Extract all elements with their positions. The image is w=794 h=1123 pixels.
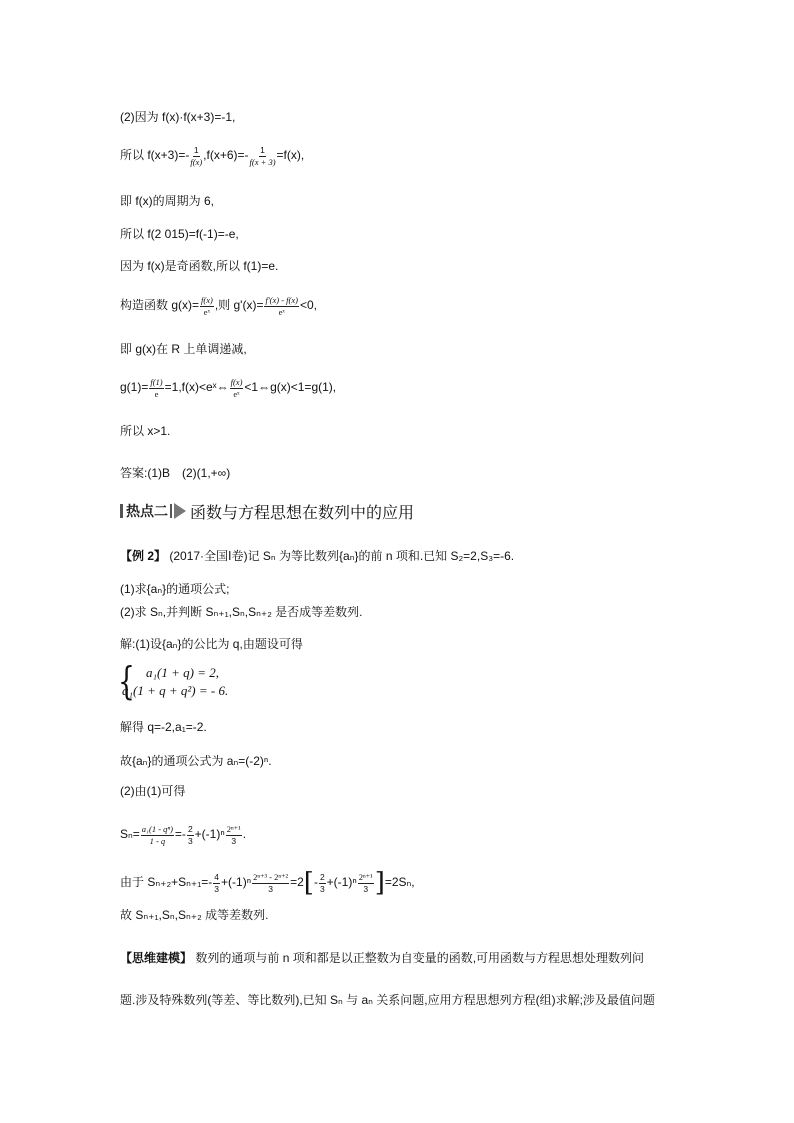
text: 所以 f(x+3)=- [120,148,190,163]
numerator: f(1) [150,377,163,387]
model-line: 题.涉及特殊数列(等差、等比数列),已知 Sₙ 与 aₙ 关系问题,应用方程思想列方程(组)求解;涉及最值问题 [120,993,655,1007]
question-line: (2)求 Sₙ,并判断 Sₙ₊₁,Sₙ,Sₙ₊₂ 是否成等差数列. [120,605,363,619]
formula-line [120,296,317,316]
text: =f(x), [276,148,305,163]
text: =2 [290,875,304,890]
solution-line: (2)因为 f(x)·f(x+3)=-1, [120,110,236,124]
fraction [200,296,214,316]
text: 构造函数 g(x)= [120,298,200,313]
text: =1,f(x)<eˣ⇔ [164,380,229,395]
solution-line: 因为 f(x)是奇函数,所以 f(1)=e. [120,259,279,273]
solution-line: 即 f(x)的周期为 6, [120,194,215,208]
fraction [141,825,174,845]
fraction [252,873,289,893]
text: +(-1)ⁿ [221,875,252,890]
fraction [250,146,276,166]
fraction [187,825,194,845]
bracket: [ [303,868,314,898]
fraction [264,296,299,316]
text: <1⇔g(x)<1=g(1), [244,380,337,395]
text: +(-1)ⁿ [194,827,225,842]
solution-line: 故{aₙ}的通项公式为 aₙ=(-2)ⁿ. [120,754,272,768]
text: g(1)= [120,380,149,395]
system-brace: { [118,659,135,703]
text: <0, [299,298,317,313]
denominator: eˣ [278,306,285,317]
formula-line [120,378,336,398]
denominator: 1 - q [149,835,166,846]
denominator: 3 [187,835,193,846]
text: . [242,827,247,842]
solution-line: 即 g(x)在 R 上单调递减, [120,342,247,356]
numerator: 1 [193,145,199,155]
denominator: 3 [319,883,325,894]
fraction [358,873,374,893]
text: =- [174,827,186,842]
formula-line [120,870,415,896]
fraction [319,873,326,893]
numerator: a₁(1 - qⁿ) [141,824,173,834]
heading-title: 函数与方程思想在数列中的应用 [190,504,415,522]
question-line: (1)求{aₙ}的通项公式; [120,582,230,596]
play-triangle-icon [174,503,186,519]
model-label: 【思维建模】 [120,951,193,965]
denominator: 3 [214,883,220,894]
numerator: 2ⁿ⁺³ - 2ⁿ⁺² [253,872,289,882]
heading-bar [120,504,123,518]
text: 由于 Sₙ₊₂+Sₙ₊₁=- [120,875,213,890]
numerator: f(x) [230,377,243,387]
answer-line: 答案:(1)B (2)(1,+∞) [120,466,231,480]
numerator: 2 [187,824,193,834]
numerator: 2ⁿ⁺¹ [226,824,241,834]
formula-line [120,146,304,166]
example-line [120,548,514,564]
denominator: f(x) [190,156,203,167]
solution-line: 解得 q=-2,a₁=-2. [120,720,207,734]
denominator: f(x + 3) [249,156,276,167]
text: =2Sₙ, [384,875,415,890]
denominator: eˣ [233,388,240,399]
solution-line: 所以 f(2 015)=f(-1)=-e, [120,227,239,241]
numerator: 2ⁿ⁺¹ [358,872,373,882]
denominator: 3 [268,883,273,894]
heading-label: 热点二 [126,503,168,519]
equation: a₁(1 + q + q²) = - 6. [122,683,229,698]
numerator: f'(x) - f(x) [265,295,298,305]
solution-line: 解:(1)设{aₙ}的公比为 q,由题设可得 [120,637,303,651]
heading-bar [170,504,172,518]
denominator: 3 [231,835,237,846]
fraction [213,873,220,893]
solution-line: 所以 x>1. [120,424,171,438]
numerator: 1 [260,145,265,155]
text: +(-1)ⁿ [326,875,357,890]
equation: a₁(1 + q) = 2, [146,665,219,680]
example-text: (2017·全国Ⅰ卷)记 Sₙ 为等比数列{aₙ}的前 n 项和.已知 S₂=2,S₃=-6. [169,549,515,563]
text: Sₙ= [120,827,140,842]
text: - [313,875,318,890]
section-heading [120,500,414,522]
numerator: 4 [214,872,220,882]
denominator: e [154,388,159,399]
fraction [190,146,202,166]
fraction [226,825,242,845]
model-line [120,950,644,966]
solution-line: 故 Sₙ₊₁,Sₙ,Sₙ₊₂ 成等差数列. [120,908,269,922]
fraction [149,378,163,398]
denominator: 3 [363,883,369,894]
fraction [230,378,244,398]
model-text: 数列的通项与前 n 项和都是以正整数为自变量的函数,可用函数与方程思想处理数列问 [195,951,645,965]
numerator: 2 [319,872,325,882]
formula-line [120,825,246,845]
text: ,则 g'(x)= [214,298,264,313]
denominator: eˣ [203,306,211,317]
bracket: ] [374,868,385,898]
example-label: 【例 2】 [120,549,167,563]
text: ,f(x+6)=- [203,148,249,163]
solution-line: (2)由(1)可得 [120,784,186,798]
numerator: f(x) [201,295,213,305]
